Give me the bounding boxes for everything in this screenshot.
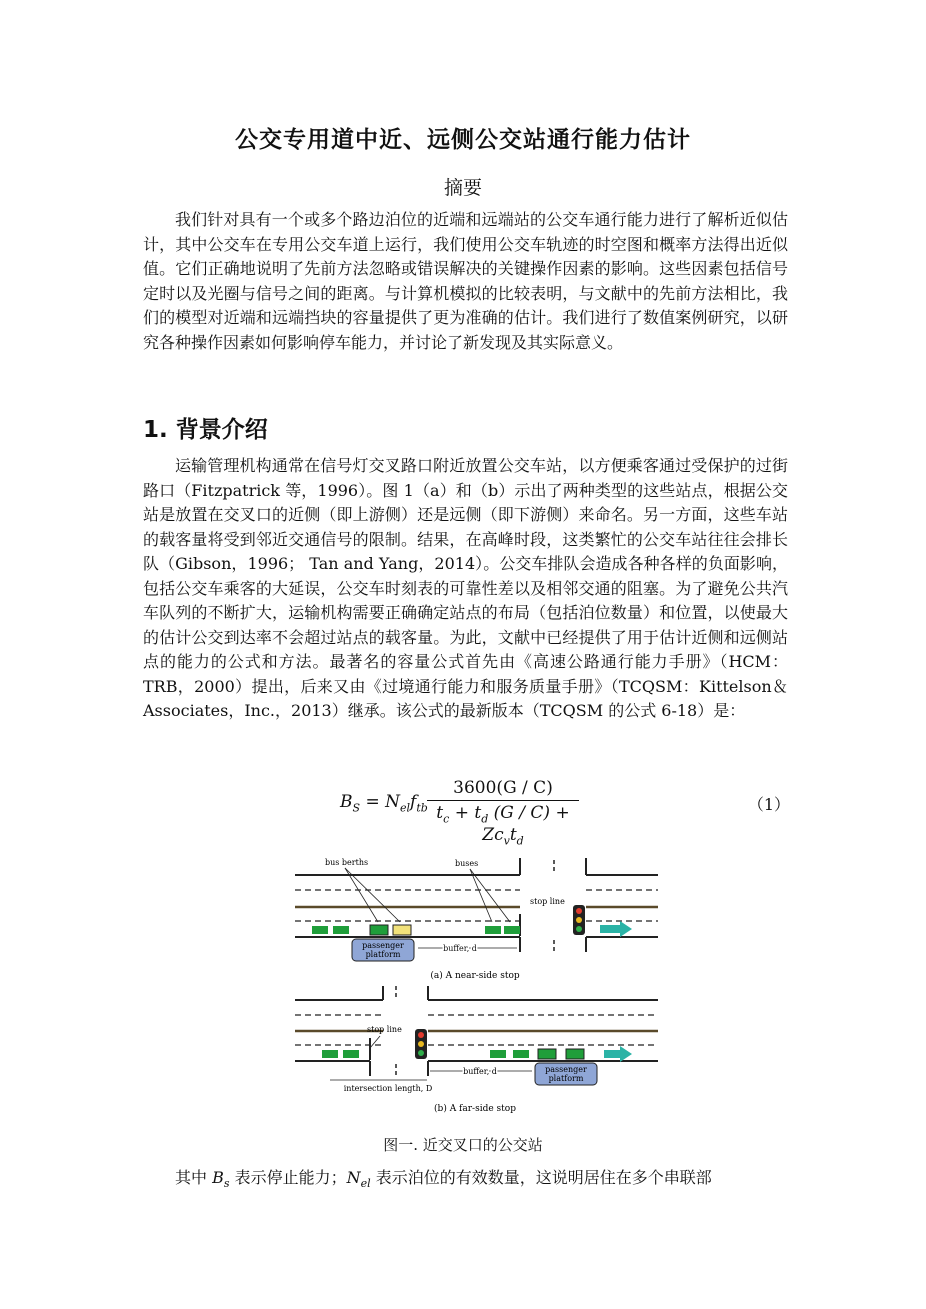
buffer-label: buffer, d [443, 944, 477, 953]
bus [485, 926, 501, 934]
direction-arrow [600, 921, 632, 937]
equation-1 [340, 778, 790, 848]
equation-denominator: $t_c + t_d$ $(G / C) + Zc_vt_d$ [436, 803, 570, 848]
abstract-text: 我们针对具有一个或多个路边泊位的近端和远端站的公交车通行能力进行了解析近似估计，其中公交车在专用公交车道上运行，我们使用公交车轨迹的时空图和概率方法得出近似值。它们正确地说明了先前方法忽略或错误解决的关键操作因素的影响。这些因素包括信号定时以及光圈与信号之间的距离。与计算机模拟的比较表明，与文献中的先前方法相比，我们的模型对近端和远端挡块的容量提供了更为准确的估计。我们进行了数值案例研究，以研究各种操作因素如何影响停车能力，并讨论了新发现及其实际意义。 [143, 210, 788, 352]
equation-fraction [427, 778, 579, 848]
platform-label: passenger [545, 1065, 587, 1074]
bus [322, 1050, 338, 1058]
direction-arrow [604, 1046, 632, 1062]
intersection-label: intersection length, D [343, 1084, 433, 1093]
buffer-label: buffer, d [463, 1067, 497, 1076]
subcaption-a: (a) A near-side stop [430, 971, 520, 981]
bus-berth [566, 1049, 584, 1059]
equation-number: （1） [747, 795, 790, 814]
equation-numerator: 3600(G / C) [427, 778, 579, 801]
subcaption-b: (b) A far-side stop [434, 1104, 516, 1114]
bus [513, 1050, 529, 1058]
stop-line-label: stop line [530, 897, 565, 906]
bus-berths-label: bus berths [325, 858, 369, 867]
bus [490, 1050, 506, 1058]
platform-label: passenger [362, 941, 404, 950]
section-heading: 1. 背景介绍 [143, 417, 268, 443]
bus-berth [393, 925, 411, 935]
platform-label: platform [365, 950, 401, 959]
buses-label: buses [455, 859, 479, 868]
bus [312, 926, 328, 934]
bus [504, 926, 520, 934]
near-side-diagram [295, 858, 658, 981]
far-side-diagram [295, 986, 658, 1114]
platform-label: platform [548, 1074, 584, 1083]
figure-caption: 图一. 近交叉口的公交站 [383, 1136, 543, 1154]
bus-berth [370, 925, 388, 935]
stop-line-label: stop line [367, 1025, 402, 1034]
section-paragraph: 运输管理机构通常在信号灯交叉路口附近放置公交车站，以方便乘客通过受保护的过街路口（Fitzpatrick 等，1996）。图 1（a）和（b）示出了两种类型的这些站点，根据公交站是放置在交叉口的近侧（即上游侧）还是远侧（即下游侧）来命名。另一方面，这些车站的载客量将受到邻近交通信号的限制。结果，在高峰时段，这类繁忙的公交车站往往会排长队（Gibson，1996； Tan and Yang，2014）。公交车排队会造成各种各样的负面影响，包括公交车乘客的大延误，公交车时刻表的可靠性差以及相邻交通的阻塞。为了避免公共汽车队列的不断扩大，运输机构需要正确确定站点的布局（包括泊位数量）和位置，以使最大的估计公交到达率不会超过站点的载客量。为此，文献中已经提供了用于估计近侧和远侧站点的能力的公式和方法。最著名的容量公式首先由《高速公路通行能力手册》（HCM：TRB，2000）提出，后来又由《过境通行能力和服务质量手册》（TCQSM：Kittelson＆Associates，Inc.，2013）继承。该公式的最新版本（TCQSM 的公式 6-18）是： [143, 456, 788, 720]
paper-title: 公交专用道中近、远侧公交站通行能力估计 [235, 127, 691, 153]
bus-berth [538, 1049, 556, 1059]
bus [343, 1050, 359, 1058]
abstract-heading: 摘要 [443, 177, 482, 199]
last-line: 其中 $B_s$ 表示停止能力；$N_{el}$ 表示泊位的有效数量，这说明居住在多个串联部 [175, 1168, 712, 1191]
equation-lhs: $B_S = N_{el}f_{tb}$ [340, 792, 428, 815]
bus-stop-figure [290, 848, 660, 1123]
bus [333, 926, 349, 934]
